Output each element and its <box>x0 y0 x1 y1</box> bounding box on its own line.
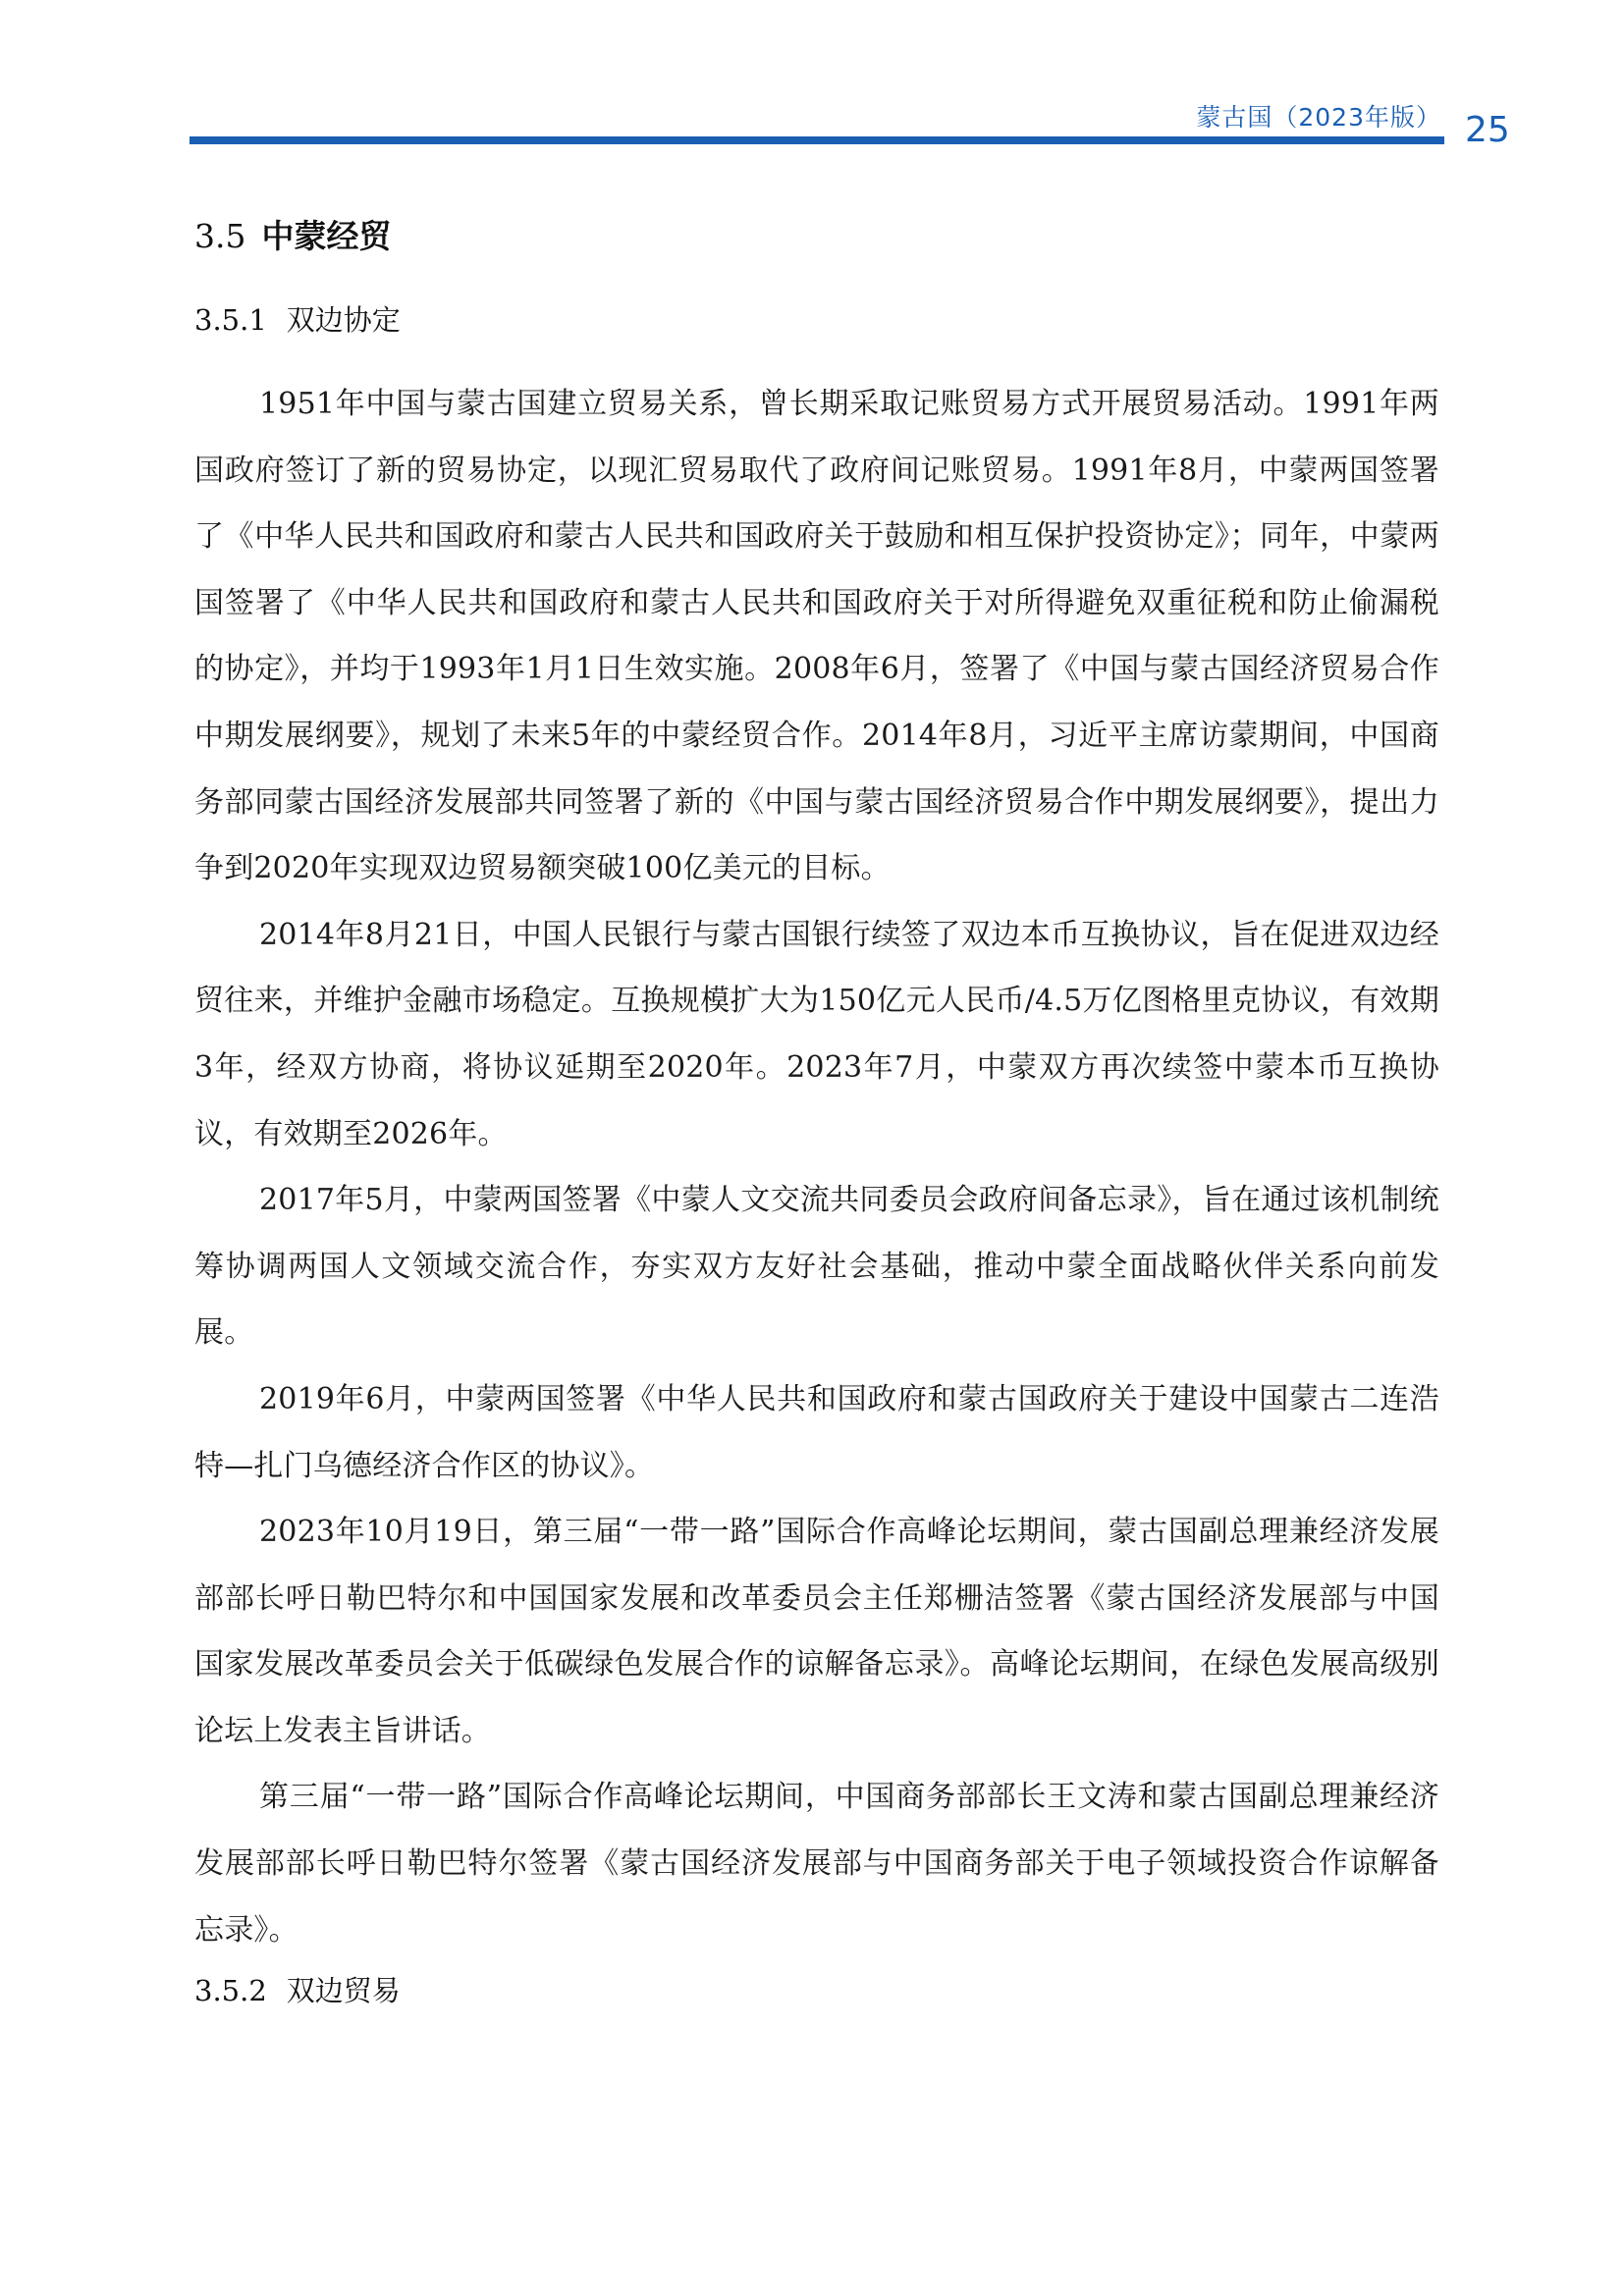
header-rule <box>189 136 1444 144</box>
subsection-title: 双边贸易 <box>286 1974 401 2008</box>
paragraph: 2019年6月，中蒙两国签署《中华人民共和国政府和蒙古国政府关于建设中国蒙古二连浩特—扎门乌德经济合作区的协议》。 <box>194 1381 1439 1483</box>
paragraph: 2023年10月19日，第三届“一带一路”国际合作高峰论坛期间，蒙古国副总理兼经济发展部部长呼日勒巴特尔和中国国家发展和改革委员会主任郑栅洁签署《蒙古国经济发展部与中国国家发展改革委员会关于低碳绿色发展合作的谅解备忘录》。高峰论坛期间，在绿色发展高级别论坛上发表主旨讲话。 <box>194 1515 1439 1748</box>
section-heading <box>194 214 1439 259</box>
header-title: 蒙古国（2023年版） <box>1196 103 1441 132</box>
paragraph: 2017年5月，中蒙两国签署《中蒙人文交流共同委员会政府间备忘录》，旨在通过该机制统筹协调两国人文领域交流合作，夯实双方友好社会基础，推动中蒙全面战略伙伴关系向前发展。 <box>194 1183 1439 1351</box>
page-header <box>0 0 1624 157</box>
subsection-number: 3.5.2 <box>194 1974 267 2008</box>
paragraph: 第三届“一带一路”国际合作高峰论坛期间，中国商务部部长王文涛和蒙古国副总理兼经济发展部部长呼日勒巴特尔签署《蒙古国经济发展部与中国商务部关于电子领域投资合作谅解备忘录》。 <box>194 1780 1439 1948</box>
subsection-title: 双边协定 <box>286 303 401 337</box>
page-body <box>194 214 1439 2042</box>
page-number: 25 <box>1465 110 1510 150</box>
subsection-number: 3.5.1 <box>194 303 267 337</box>
subsection-heading <box>194 1969 1439 2012</box>
section-number: 3.5 <box>194 217 246 255</box>
paragraph: 1951年中国与蒙古国建立贸易关系，曾长期采取记账贸易方式开展贸易活动。1991年两国政府签订了新的贸易协定，以现汇贸易取代了政府间记账贸易。1991年8月，中蒙两国签署了《中华人民共和国政府和蒙古人民共和国政府关于鼓励和相互保护投资协定》；同年，中蒙两国签署了《中华人民共和国政府和蒙古人民共和国政府关于对所得避免双重征税和防止偷漏税的协定》，并均于1993年1月1日生效实施。2008年6月，签署了《中国与蒙古国经济贸易合作中期发展纲要》，规划了未来5年的中蒙经贸合作。2014年8月，习近平主席访蒙期间，中国商务部同蒙古国经济发展部共同签署了新的《中国与蒙古国经济贸易合作中期发展纲要》，提出力争到2020年实现双边贸易额突破100亿美元的目标。 <box>194 387 1439 886</box>
subsection-heading <box>194 298 1439 342</box>
paragraph: 2014年8月21日，中国人民银行与蒙古国银行续签了双边本币互换协议，旨在促进双边经贸往来，并维护金融市场稳定。互换规模扩大为150亿元人民币/4.5万亿图格里克协议，有效期3年，经双方协商，将协议延期至2020年。2023年7月，中蒙双方再次续签中蒙本币互换协议，有效期至2026年。 <box>194 917 1439 1151</box>
section-title: 中蒙经贸 <box>261 217 392 255</box>
